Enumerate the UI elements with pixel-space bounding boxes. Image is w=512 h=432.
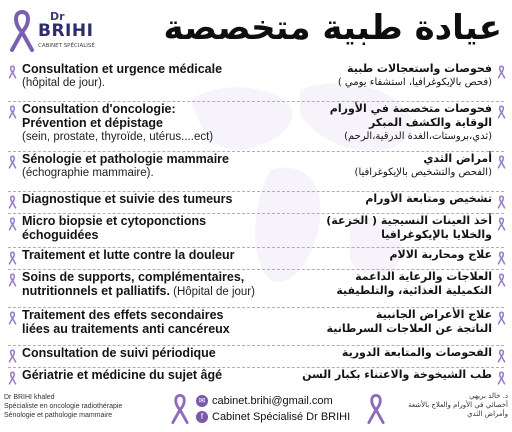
service-title-ar: فحوصات متخصصة في الأورام: [329, 102, 492, 115]
service-fr: [22, 152, 290, 180]
service-title-ar: علاج الأعراض الجانبية: [375, 308, 492, 321]
service-title-ar: فحوصات واستعجالات طبية: [347, 62, 492, 75]
service-title-fr: Micro biopsie et cytoponctions: [22, 214, 207, 228]
service-title-fr-2: échoguidées: [22, 228, 99, 242]
service-fr: [22, 270, 290, 299]
service-fr: [22, 192, 290, 206]
service-title-fr: Soins de supports, complémentaires,: [22, 270, 245, 284]
service-title-fr-2: nutritionnels et palliatifs.: [22, 284, 170, 298]
ribbon-bullet-icon: [497, 311, 506, 325]
service-title-fr-line2: [22, 284, 290, 299]
ribbon-bullet-icon: [8, 251, 17, 265]
service-title-fr: Traitement des effets secondaires: [22, 308, 224, 322]
email-text: cabinet.brihi@gmail.com: [212, 395, 333, 407]
service-fr: [22, 248, 290, 262]
service-row: [0, 368, 512, 388]
service-fr: [22, 214, 290, 242]
service-row: [0, 192, 512, 212]
ribbon-bullet-icon: [8, 273, 17, 287]
service-ar: [286, 248, 492, 262]
service-title-fr: Consultation de suivi périodique: [22, 346, 216, 360]
service-title-ar: طب الشيخوخة والاعتناء بكبار السن: [302, 368, 492, 381]
ribbon-bullet-icon: [8, 65, 17, 79]
service-note-ar: (ثدي،بروستات،الغدة الدرقية،الرحم): [344, 131, 492, 142]
service-note-fr: (sein, prostate, thyroïde, utérus....ect): [22, 131, 214, 143]
service-title-ar-2: والخلايا بالإيكوغرافيا: [381, 228, 492, 241]
service-title-fr: Diagnostique et suivie des tumeurs: [22, 192, 233, 206]
service-title-ar: علاج ومحاربة الالام: [389, 248, 492, 261]
service-note-ar: (فحص بالإيكوغرافيا، استشفاء يومي ): [337, 77, 492, 88]
ribbon-bullet-icon: [8, 155, 17, 169]
contact-block: [196, 393, 350, 425]
service-ar: [286, 152, 492, 180]
service-title-ar: الفحوصات والمتابعة الدورية: [341, 346, 492, 359]
email-row[interactable]: [196, 393, 350, 409]
service-row: [0, 102, 512, 150]
doctor-specialty-2: Sénologie et pathologie mammaire: [4, 412, 113, 419]
doctor-info-fr: [4, 393, 122, 420]
awareness-ribbon-icon: [366, 392, 386, 426]
service-note-inline: (Hôpital de jour): [169, 286, 255, 298]
ribbon-bullet-icon: [497, 349, 506, 363]
ribbon-bullet-icon: [8, 371, 17, 385]
service-row: [0, 346, 512, 366]
ribbon-bullet-icon: [8, 217, 17, 231]
facebook-icon: f: [196, 411, 208, 423]
service-fr: [22, 368, 290, 382]
email-icon: ✉: [196, 395, 208, 407]
service-ar: [286, 62, 492, 90]
service-title-ar-2: الوقاية والكشف المبكر: [368, 116, 492, 129]
service-title-fr-2: Prévention et dépistage: [22, 116, 164, 130]
doctor-specialty-ar-2: وأمراض الثدي: [467, 410, 508, 418]
ribbon-bullet-icon: [8, 105, 17, 119]
service-row: [0, 152, 512, 190]
service-row: [0, 270, 512, 306]
doctor-specialty-1: Spécialiste en oncologie radiothérapie: [4, 403, 123, 410]
service-fr: [22, 102, 290, 144]
service-title-fr-2: liées au traitements anti cancéreux: [22, 322, 230, 336]
ribbon-bullet-icon: [497, 65, 506, 79]
service-title-fr: Sénologie et pathologie mammaire: [22, 152, 229, 166]
service-title-ar: أمراض الثدي: [423, 152, 492, 165]
ribbon-bullet-icon: [8, 195, 17, 209]
service-ar: [286, 214, 492, 242]
service-fr: [22, 308, 290, 336]
ribbon-bullet-icon: [497, 105, 506, 119]
service-ar: [286, 308, 492, 336]
service-row: [0, 62, 512, 100]
service-title-fr-line2: [22, 322, 290, 336]
service-note-fr: (hôpital de jour).: [22, 77, 106, 89]
awareness-ribbon-icon: [8, 8, 36, 54]
ribbon-bullet-icon: [497, 217, 506, 231]
service-ar: [286, 102, 492, 144]
facebook-row[interactable]: [196, 409, 350, 425]
service-title-ar: العلاجات والرعاية الداعمة: [355, 270, 492, 283]
service-title-ar-2: الناتجة عن العلاجات السرطانية: [326, 322, 492, 335]
doctor-specialty-ar-1: أخصائي في الأورام والعلاج بالأشعة: [408, 401, 508, 409]
awareness-ribbon-icon: [170, 392, 190, 426]
service-title-fr-line2: [22, 116, 290, 130]
ribbon-bullet-icon: [497, 195, 506, 209]
ribbon-bullet-icon: [8, 311, 17, 325]
ribbon-bullet-icon: [8, 349, 17, 363]
service-title-fr: Consultation et urgence médicale: [22, 62, 223, 76]
logo-dr-text: Dr: [50, 10, 65, 23]
service-fr: [22, 346, 290, 360]
service-note-ar: (الفحص والتشخيص بالإيكوغرافيا): [354, 167, 492, 178]
ribbon-bullet-icon: [497, 251, 506, 265]
doctor-name-ar: د. خالد بريهي: [469, 392, 508, 400]
service-note-fr: (échographie mammaire).: [22, 167, 154, 179]
footer: [0, 390, 512, 432]
ribbon-bullet-icon: [497, 155, 506, 169]
service-ar: [286, 270, 492, 298]
service-title-ar: تشخيص ومتابعة الأورام: [365, 192, 492, 205]
logo-subtitle: CABINET SPÉCIALISÉ: [38, 43, 95, 49]
clinic-logo: [4, 4, 114, 56]
service-title-ar-2: التكميلية الغذائية، والتلطيفية: [336, 284, 492, 297]
doctor-name: Dr BRIHI khaled: [4, 394, 55, 401]
service-title-ar: أخذ العينات النسيجية ( الخزعة): [326, 214, 492, 227]
logo-name-text: BRIHI: [38, 21, 94, 41]
service-fr: [22, 62, 290, 90]
service-row: [0, 248, 512, 268]
clinic-title-arabic: عيادة طبية متخصصة: [163, 8, 502, 48]
service-title-fr-line2: [22, 228, 290, 242]
service-ar: [286, 346, 492, 360]
service-title-fr: Traitement et lutte contre la douleur: [22, 248, 235, 262]
service-row: [0, 308, 512, 344]
service-title-fr: Gériatrie et médicine du sujet âgé: [22, 368, 223, 382]
ribbon-bullet-icon: [497, 371, 506, 385]
doctor-info-ar: [392, 392, 508, 419]
service-title-fr: Consultation d'oncologie:: [22, 102, 176, 116]
facebook-text: Cabinet Spécialisé Dr BRIHI: [212, 411, 351, 423]
ribbon-bullet-icon: [497, 273, 506, 287]
service-ar: [286, 192, 492, 206]
service-ar: [286, 368, 492, 382]
service-row: [0, 214, 512, 246]
